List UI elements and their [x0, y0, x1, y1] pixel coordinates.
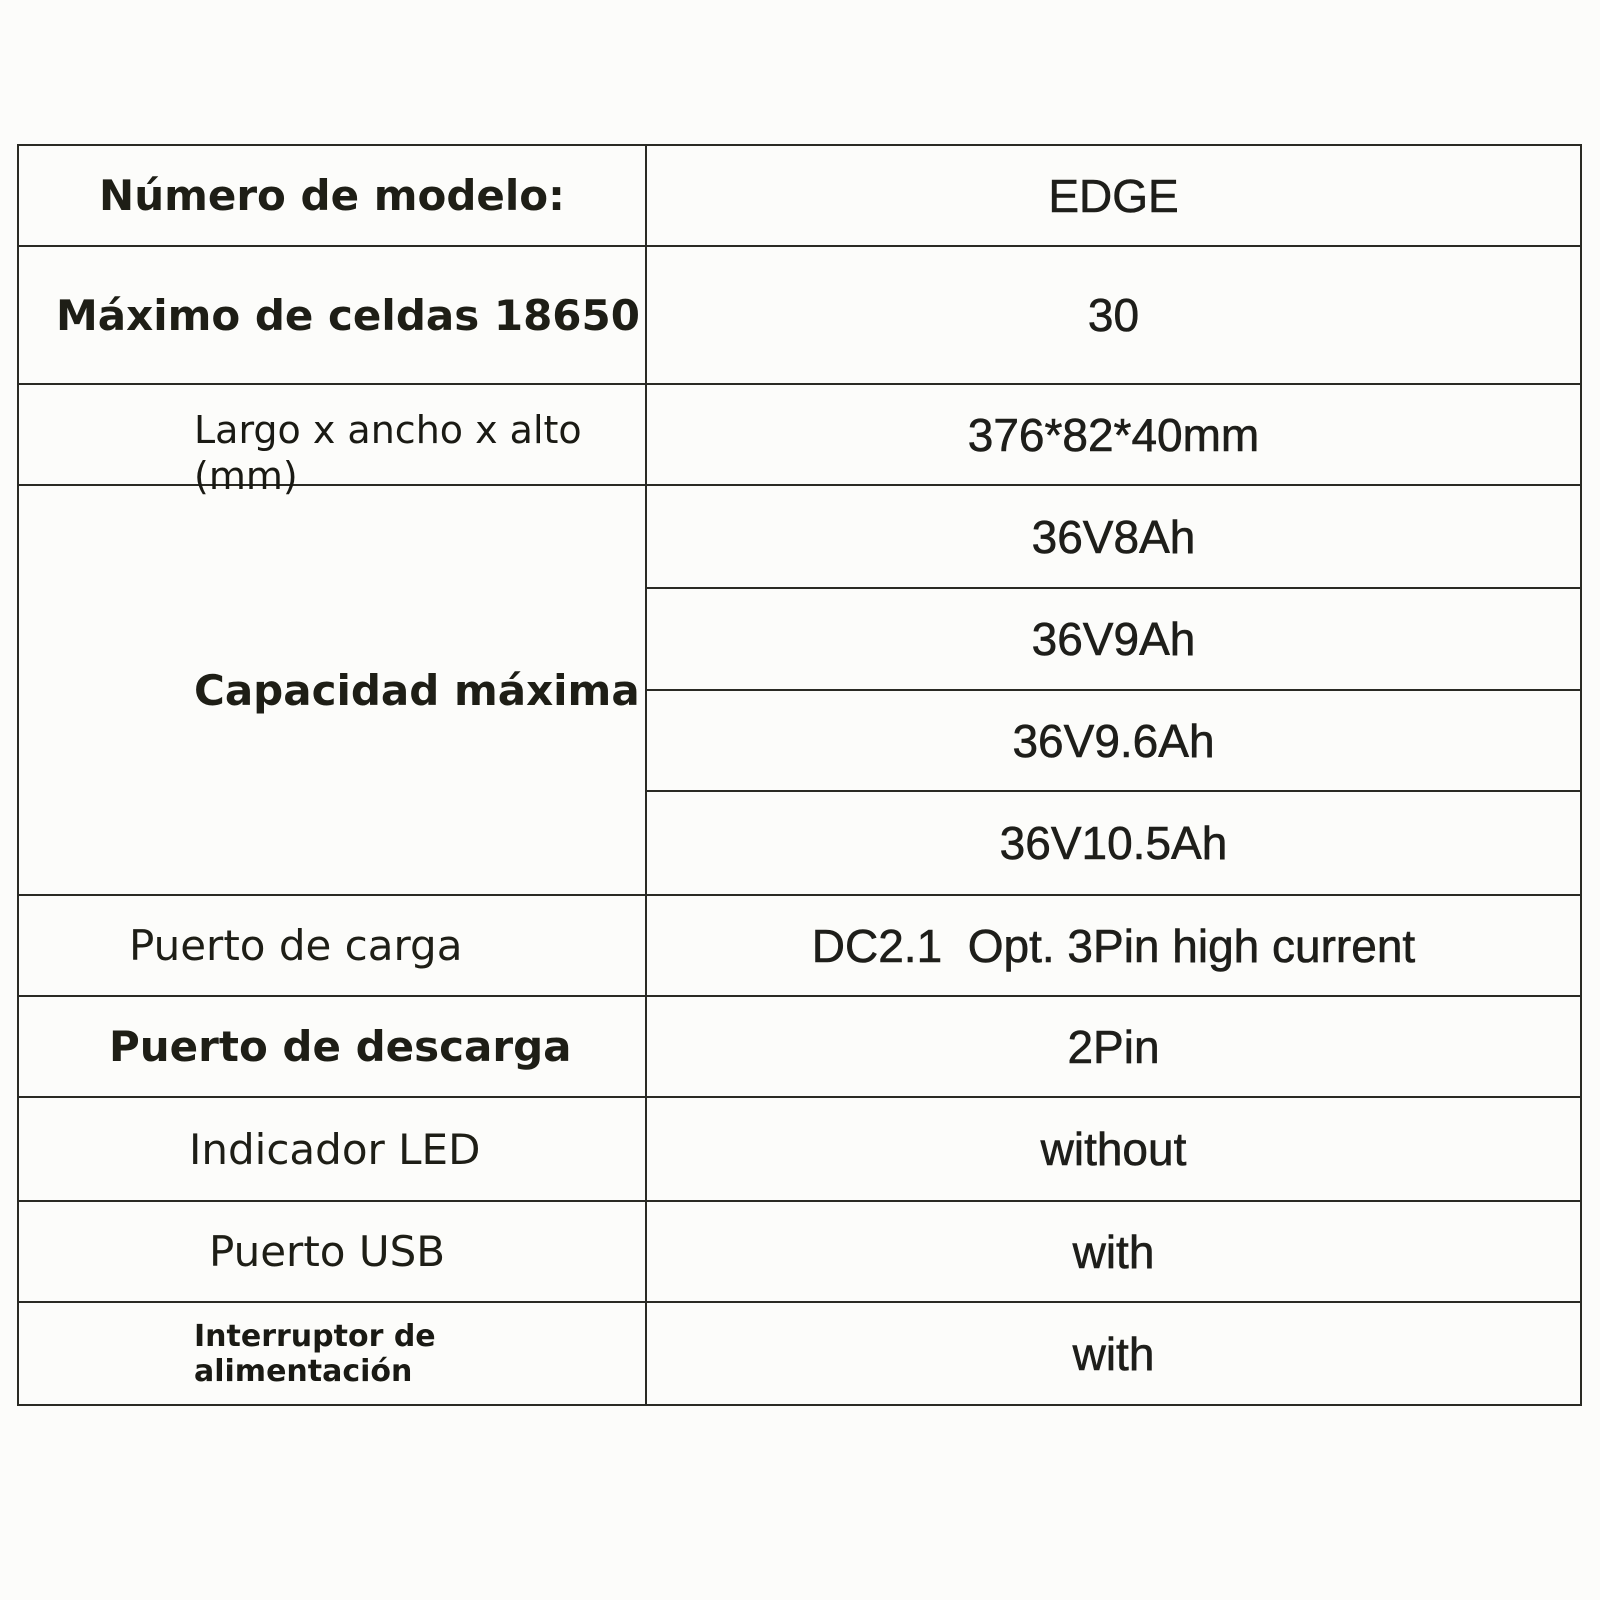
led-label: Indicador LED: [18, 1097, 646, 1201]
discharge-port-label: Puerto de descarga: [18, 996, 646, 1097]
row-usb: [18, 1201, 1581, 1302]
power-switch-label: Interruptor de alimentación: [18, 1302, 646, 1405]
capacity-value-4: 36V10.5Ah: [646, 791, 1581, 895]
row-capacity-1: [18, 485, 1581, 588]
row-power-switch: [18, 1302, 1581, 1405]
spec-table: [17, 144, 1582, 1406]
dimensions-label-line2: (mm): [194, 454, 298, 498]
led-value: without: [646, 1097, 1581, 1201]
discharge-port-value: 2Pin: [646, 996, 1581, 1097]
row-discharge-port: [18, 996, 1581, 1097]
cells-value: 30: [646, 246, 1581, 384]
dimensions-label: [18, 384, 646, 498]
model-label: Número de modelo:: [18, 145, 646, 246]
row-dimensions: [18, 384, 1581, 485]
row-charge-port: [18, 895, 1581, 996]
row-model: [18, 145, 1581, 246]
dimensions-value: 376*82*40mm: [646, 384, 1581, 485]
capacity-value-2: 36V9Ah: [646, 588, 1581, 690]
power-switch-value: with: [646, 1302, 1581, 1405]
model-value: EDGE: [646, 145, 1581, 246]
usb-value: with: [646, 1201, 1581, 1302]
row-led: [18, 1097, 1581, 1201]
cells-label: Máximo de celdas 18650: [18, 246, 646, 384]
capacity-value-3: 36V9.6Ah: [646, 690, 1581, 791]
capacity-value-1: 36V8Ah: [646, 485, 1581, 588]
charge-port-label: Puerto de carga: [18, 895, 646, 996]
row-cells: [18, 246, 1581, 384]
capacity-label: Capacidad máxima: [18, 485, 646, 895]
dimensions-label-line1: Largo x ancho x alto: [194, 408, 582, 452]
usb-label: Puerto USB: [18, 1201, 646, 1302]
charge-port-value: DC2.1 Opt. 3Pin high current: [646, 895, 1581, 996]
